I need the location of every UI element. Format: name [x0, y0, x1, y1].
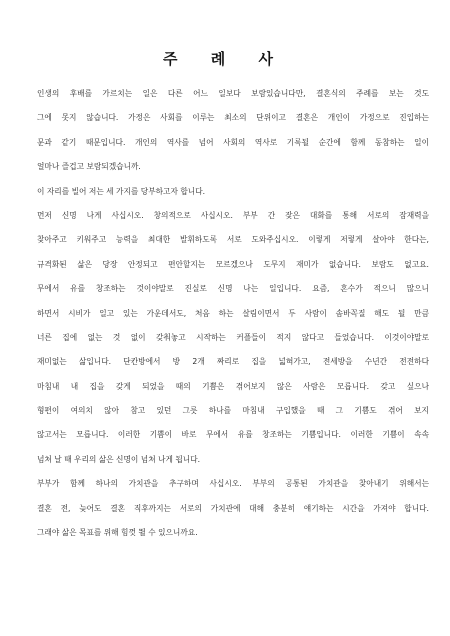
text-line: 문과 같기 때문입니다. 개인의 역사를 넘어 사회의 역사로 기록될 순간에 함께 동참하는 일이: [37, 137, 429, 147]
text-line: 하면서 시비가 일고 있는 가운데서도, 처음 하는 살림이면서 두 사람이 솜바꼭질 해도 될 만큼: [37, 308, 429, 318]
text-line: 그에 못지 않습니다. 가정은 사회를 이루는 최소의 단위이고 결혼은 개인이 가정으로 진입하는: [37, 113, 429, 123]
text-line: 무에서 유를 창조하는 것이야말로 진실로 신명 나는 일입니다. 요즘, 혼수가 적으니 많으니: [37, 284, 429, 294]
document-body: [37, 82, 429, 545]
text-line: 먼저 신명 나게 사십시오. 창의적으로 사십시오. 부부 간 잦은 대화를 통해 서로의 잠재력을: [37, 210, 429, 220]
text-line: 인생의 후배를 가르치는 일은 다른 어느 일보다 보람있습니다만, 결혼식의 주례를 보는 것도: [37, 89, 429, 98]
text-line: 이 자리를 빌어 저는 세 가지를 당부하고자 합니다.: [37, 186, 206, 196]
text-line: 형편이 여의치 않아 참고 있던 그릇 하나를 마침내 구입했을 때 그 기쁨도 겪어 보지: [37, 406, 429, 416]
text-line: 규격화된 삶은 당장 안정되고 편안할지는 모르겠으나 도무지 재미가 없습니다. 보람도 없고요.: [37, 259, 429, 269]
text-line: 찾아주고 키워주고 능력을 최대한 발휘하도록 서로 도와주십시오. 이렇게 저렇게 살아야 한다는,: [37, 235, 429, 245]
text-line: 않고서는 모릅니다. 이러한 기쁨이 바로 무에서 유를 창조하는 기쁨입니다. 이러한 기쁨이 속속: [37, 430, 429, 440]
text-line: 그래야 삶은 목표를 위해 힘껏 뛸 수 있으니까요.: [37, 528, 198, 538]
text-line: 얼마나 즐겁고 보람되겠습니까.: [37, 162, 141, 172]
text-line: 넘쳐 날 때 우리의 삶은 신명이 넘쳐 나게 됩니다.: [37, 454, 201, 464]
text-line: 결혼 전, 늦어도 결혼 직후까지는 서로의 가치관에 대해 충분히 얘기하는 시간을 가져야 합니다.: [37, 503, 429, 513]
document-title: 주 례 사: [163, 50, 287, 68]
text-line: 부부가 함께 하나의 가치관을 추구하며 사십시오. 부부의 공통된 가치관을 찾아내기 위해서는: [37, 479, 429, 489]
text-line: 마침내 내 집을 갖게 되었을 때의 기쁨은 겪어보지 않은 사람은 모릅니다. 갖고 싶으나: [37, 381, 429, 391]
text-line: 재미없는 삶입니다. 단칸방에서 방 2개 짜리로 집을 넓혀가고, 전세방을 수년간 전전하다: [37, 357, 429, 367]
text-line: 너른 집에 없는 것 없이 갖춰놓고 시작하는 커플들이 적지 않다고 들었습니다. 이것이야말로: [37, 332, 429, 342]
